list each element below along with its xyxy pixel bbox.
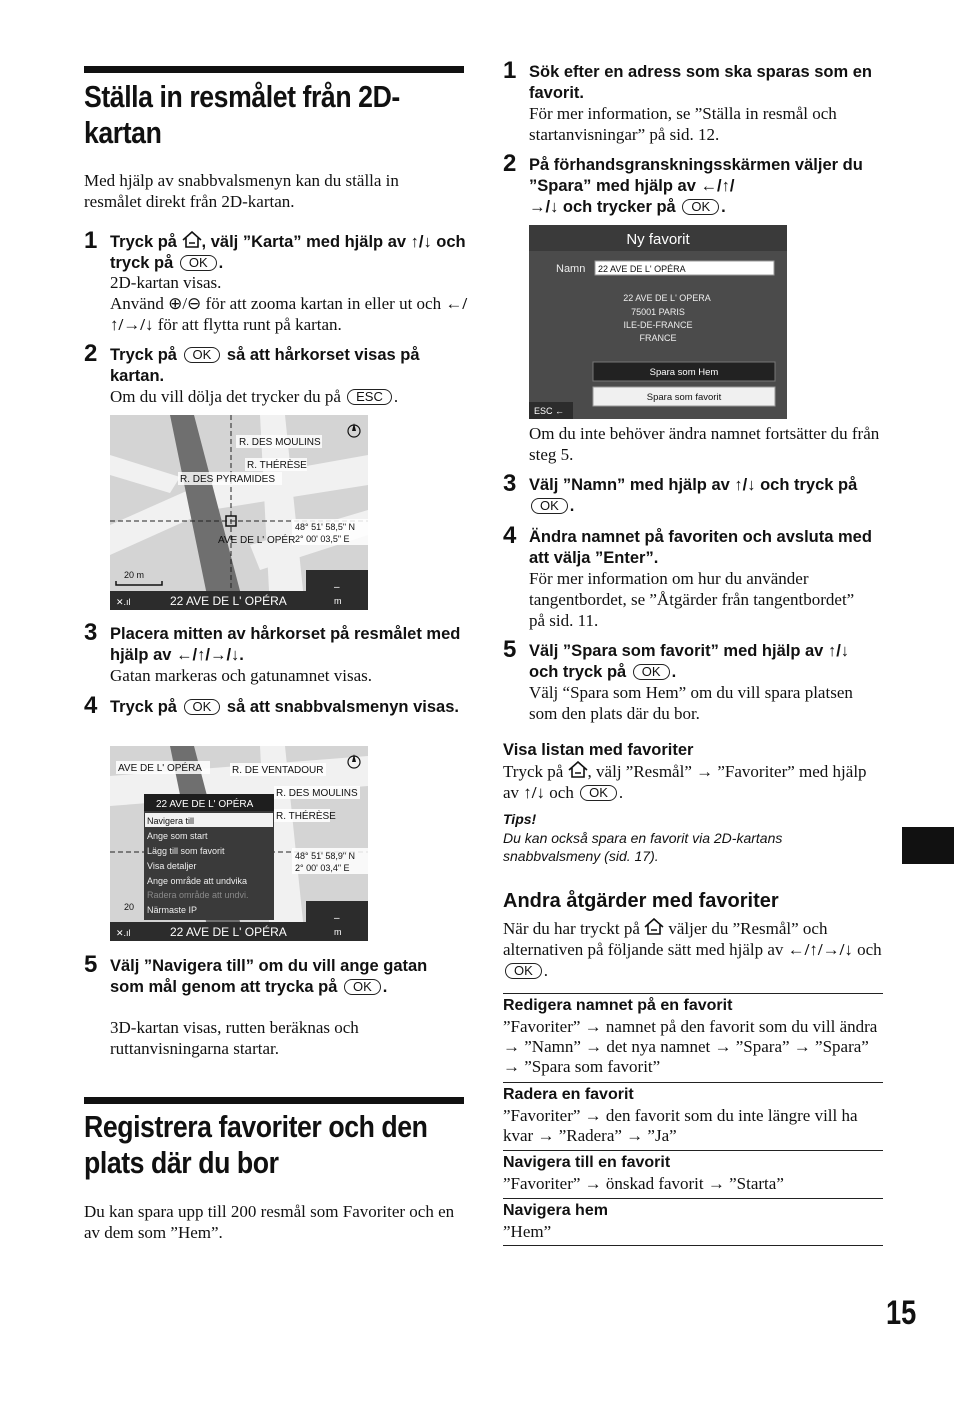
table-rule [503,1198,883,1199]
ok-button-icon: OK [184,347,221,363]
step-2-body [110,386,470,407]
step-3-body: Gatan markeras och gatunamnet visas. [110,666,372,685]
up-down-arrows-icon: ↑/↓ [734,476,756,494]
scale-label: 20 [124,902,135,912]
up-down-arrows-icon: ↑/↓ [523,783,546,802]
home-icon [644,918,664,936]
section-title-registrera: Registrera favoriter och den plats där du bor [84,1109,428,1180]
menu-item-navigera[interactable]: Navigera till [147,816,195,826]
text: och tryck på [110,233,466,272]
ok-button-icon: OK [505,963,542,979]
gps-signal-icon: ✕.ıl [116,597,131,607]
longitude-readout: 2° 00' 03,5" E [295,534,350,544]
text: Använd [110,294,169,313]
left-up-arrows-icon: ←/↑/ [700,177,735,195]
step-4-heading [110,697,470,718]
text: På förhandsgranskningsskärmen väljer du ”Spara” med hjälp av [529,156,863,195]
address-line: FRANCE [639,333,677,343]
r-step-2-body: Om du inte behöver ändra namnet fortsätter du från steg 5. [529,424,880,464]
text: , välj ”Karta” med hjälp av [201,233,411,251]
right-down-arrows-icon: →/↓ [529,198,559,216]
current-street: 22 AVE DE L' OPÉRA [170,925,287,939]
menu-item-undvika[interactable]: Ange område att undvika [147,876,248,886]
text: . [618,783,624,802]
section-intro-1: Med hjälp av snabbvalsmenyn kan du ställa in resmålet direkt från 2D-kartan. [84,171,399,211]
esc-back-label: ESC ← [534,406,565,416]
text: väljer du ”Resmål” och alternativen på följande sätt med hjälp av [503,919,828,959]
ok-button-icon: OK [531,498,568,514]
table-row-body: ”Favoriter” → önskad favorit → ”Starta” [503,1174,784,1193]
ok-button-icon: OK [682,199,719,215]
latitude-readout: 48° 51' 58,5" N [295,522,356,532]
ny-favorit-screenshot [529,225,787,419]
step-number: 3 [503,470,517,497]
text: och trycker på [558,198,681,216]
text: . [382,978,388,996]
quick-menu-title: 22 AVE DE L' OPÉRA [156,799,254,810]
text: Tryck på [503,762,568,781]
address-line: 75001 PARIS [631,307,685,317]
chapter-tab [902,827,954,864]
step-number: 1 [84,227,98,254]
street-label: R. THÉRÈSE [276,811,336,822]
unit-label: m [334,596,342,606]
text: och [545,783,579,802]
screen-title: Ny favorit [626,231,690,248]
step-number: 3 [84,619,98,646]
r-step-2-heading [529,155,879,218]
up-down-arrows-icon: ↑/↓ [827,642,850,660]
home-icon [568,761,588,779]
ok-button-icon: OK [344,979,381,995]
text: När du har tryckt på [503,919,645,938]
table-rule [503,993,883,994]
andra-atgarder-body [503,918,883,981]
table-row-body: ”Hem” [503,1222,552,1241]
step-1-body [110,272,470,335]
text: Tryck på [110,346,182,364]
menu-item-ange-start[interactable]: Ange som start [147,831,208,841]
four-arrows-icon: ←/↑/→/↓ [176,646,240,664]
r-step-4-body: För mer information om hur du använder tangentbordet, se ”Åtgärder från tangentbordet” på sid. 11. [529,569,855,630]
street-label: R. THÉRÈSE [247,460,307,471]
text: Om du vill dölja det trycker du på [110,387,346,406]
step-number: 2 [503,150,517,177]
text: 2D-kartan visas. [110,273,222,292]
step-number: 5 [503,636,517,663]
name-value: 22 AVE DE L' OPÉRA [598,264,686,274]
andra-atgarder-heading: Andra åtgärder med favoriter [503,890,779,912]
street-label: R. DE VENTADOUR [232,765,324,776]
menu-item-narmaste[interactable]: Närmaste IP [147,905,198,915]
text: och tryck på [755,476,858,494]
current-street: 22 AVE DE L' OPÉRA [170,594,287,608]
r-step-3-heading [529,475,879,517]
text: . [569,497,575,515]
gps-signal-icon: ✕.ıl [116,928,131,938]
r-step-1-body: För mer information, se ”Ställa in resmål och startanvisningar” på sid. 12. [529,104,837,144]
ok-button-icon: OK [580,785,617,801]
step-1-heading: Tryck på , välj ”Karta” med hjälp av ↑/↓ och tryck på OK . [110,233,466,272]
arrow-icon: → [696,762,714,781]
text: Tryck på [110,233,182,251]
visa-listan-heading: Visa listan med favoriter [503,741,694,759]
street-label: R. DES PYRAMIDES [180,474,276,485]
table-row-heading: Radera en favorit [503,1086,634,1103]
section-rule-2 [84,1097,464,1104]
table-row-heading: Navigera hem [503,1202,608,1219]
ok-button-icon: OK [184,699,221,715]
step-number: 5 [84,951,98,978]
scale-label: 20 m [124,570,145,580]
quick-menu [144,794,274,920]
step-number: 1 [503,57,517,84]
section-title-stalla-in: Ställa in resmålet från 2D- kartan [84,79,400,150]
r-step-5-body: Välj “Spara som Hem” om du vill spara platsen som den plats där du bor. [529,683,853,723]
address-line: 22 AVE DE L' OPERA [623,293,711,303]
unit-dash: – [334,582,340,593]
four-arrows-icon: ←/↑/→/↓ [110,294,468,334]
save-as-favorite-label: Spara som favorit [646,392,722,403]
street-label: AVE DE L' OPÉR [218,535,296,546]
save-as-home-label: Spara som Hem [649,367,719,378]
street-label: R. DES MOULINS [239,437,321,448]
street-label: AVE DE L' OPÉRA [118,763,202,774]
esc-button-icon: ESC [347,389,392,405]
address-line: ILE-DE-FRANCE [623,320,693,330]
text: ”Favoriter” med hjälp av [503,762,867,802]
menu-item-radera: Radera område att undvi. [147,890,249,900]
step-number: 2 [84,340,98,367]
table-row-body: ”Favoriter” → den favorit som du inte längre vill ha kvar → ”Radera” → ”Ja” [503,1106,858,1145]
text: Välj ”Navigera till” om du vill ange gatan som mål genom att trycka på [110,957,428,996]
section-rule-1 [84,66,464,73]
text: så att hårkorset visas på kartan. [110,346,420,385]
up-down-arrows-icon: ↑/↓ [410,233,432,251]
table-rule [503,1150,883,1151]
table-rule [503,1245,883,1246]
text: Välj ”Spara som favorit” med hjälp av [529,642,828,660]
street-label: R. DES MOULINS [276,788,358,799]
step-number: 4 [503,522,517,549]
step-number: 4 [84,692,98,719]
ok-button-icon: OK [633,664,670,680]
text: . [543,961,549,980]
step-3-heading [110,624,470,666]
text: Tryck på [110,698,182,716]
tips-body: Du kan också spara en favorit via 2D-kartans snabbvalsmeny (sid. 17). [503,830,783,864]
visa-listan-body [503,761,883,803]
zoom-icons: ⊕/⊖ [168,294,202,313]
menu-item-favorit[interactable]: Lägg till som favorit [147,846,225,856]
step-2-heading [110,345,470,387]
ok-button-icon: OK [180,255,217,271]
table-row-body: ”Favoriter” → namnet på den favorit som du vill ändra → ”Namn” → det nya namnet → ”Spara” → ”Spara” → ”Spara som favorit” [503,1017,878,1076]
text: och tryck på [529,663,631,681]
longitude-readout: 2° 00' 03,4" E [295,863,350,873]
text: , välj ”Resmål” [587,762,697,781]
menu-item-detaljer[interactable]: Visa detaljer [147,861,197,871]
text: för att flytta runt på kartan. [153,315,342,334]
map-screenshot-crosshair [110,415,368,610]
table-row-heading: Redigera namnet på en favorit [503,997,733,1014]
section-intro-2: Du kan spara upp till 200 resmål som Favoriter och en av dem som ”Hem”. [84,1202,455,1242]
r-step-4-heading: Ändra namnet på favoriten och avsluta med att välja ”Enter”. [529,528,872,567]
table-rule [503,1082,883,1083]
text: Välj ”Namn” med hjälp av [529,476,735,494]
text: . [721,198,726,216]
page-number: 15 [886,1294,917,1332]
map-screenshot-quick-menu [110,746,368,941]
latitude-readout: 48° 51' 58,9" N [295,851,356,861]
tips-heading: Tips! [503,811,537,827]
text: för att zooma kartan in eller ut och [201,294,446,313]
unit-dash: – [334,913,340,924]
text: . [671,663,677,681]
text: och [852,940,882,959]
step-5-body: 3D-kartan visas, rutten beräknas och ruttanvisningarna startar. [110,1018,359,1058]
home-icon [182,231,202,249]
table-row-heading: Navigera till en favorit [503,1154,671,1171]
text: så att snabbvalsmenyn visas. [222,698,459,716]
unit-label: m [334,927,342,937]
step-5-heading [110,956,460,998]
text: . [239,646,244,664]
r-step-1-heading: Sök efter en adress som ska sparas som en favorit. [529,63,873,102]
text: Placera mitten av hårkorset på resmålet med hjälp av [110,625,461,664]
name-label: Namn [556,263,586,275]
four-arrows-icon: ←/↑/→/↓ [787,940,853,959]
r-step-5-heading [529,641,879,683]
text: . [393,387,399,406]
